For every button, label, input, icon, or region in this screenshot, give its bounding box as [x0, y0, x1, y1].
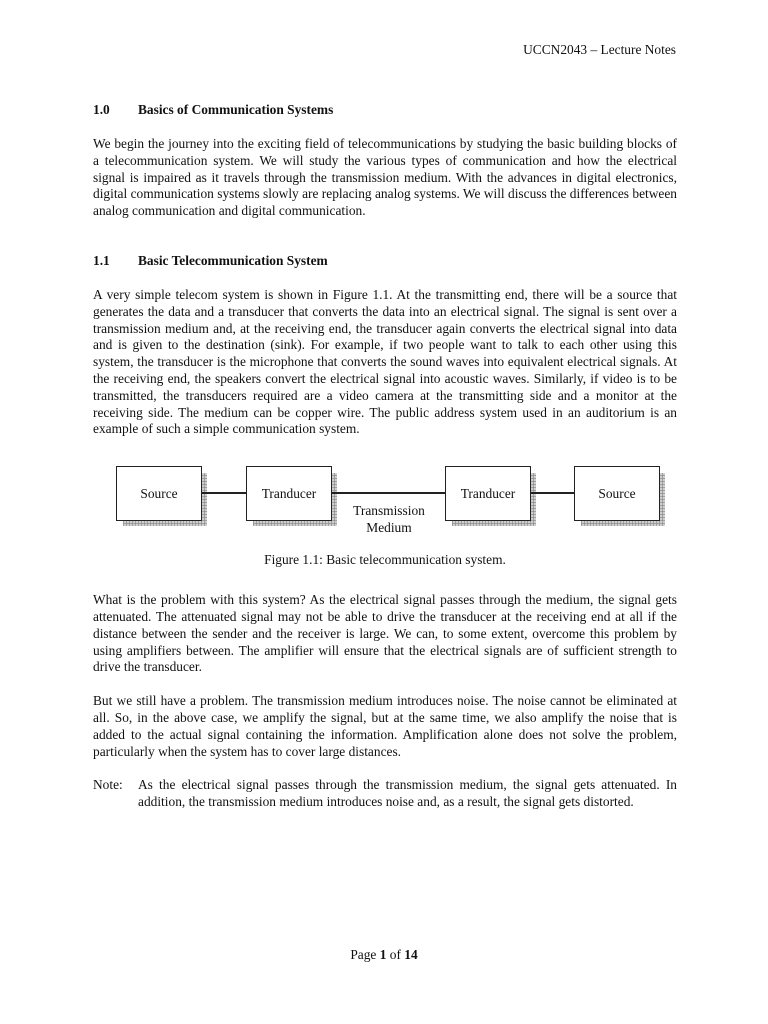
figure-caption: Figure 1.1: Basic telecommunication system.	[264, 552, 506, 568]
page-footer: Page 1 of 14	[350, 947, 418, 962]
total-pages: 14	[404, 947, 418, 962]
note-label: Note:	[93, 777, 123, 793]
section-title: Basic Telecommunication System	[138, 252, 328, 268]
section-heading-1-0	[93, 102, 677, 118]
transmission-medium-line	[332, 492, 446, 494]
section-heading-1-1	[93, 253, 677, 269]
figure-telecom-diagram	[93, 458, 677, 538]
paragraph-intro: We begin the journey into the exciting field of telecommunications by studying the basic building blocks of a telecommunication system. We will study the various types of communication and how the electrical signal is impaired as it travels through the transmission medium. With the advances in digital electronics, digital communication systems slowly are replacing analog systems. We will discuss the differences between analog communication and digital communication.	[93, 136, 677, 219]
page-content	[93, 102, 677, 811]
paragraph-simple-system: A very simple telecom system is shown in Figure 1.1. At the transmitting end, there will be a source that generates the data and a transducer that converts the data into an electrical signal. The signal is sent over a transmission medium and, at the receiving end, the transducer again converts the electrical signal into data and is given to the destination (sink). For example, if two people want to talk to each other using this system, the transducer is the microphone that converts the sound waves into equivalent electrical signals. At the receiving end, the speakers convert the electrical signal into acoustic waves. Similarly, if video is to be transmitted, the transducers required are a video camera at the transmitting side and a monitor at the receiving side. The medium can be copper wire. The public address system used in an auditorium is an example of such a simple communication system.	[93, 286, 677, 437]
diagram-box-transducer-tx: Tranducer	[246, 466, 332, 521]
paragraph-attenuation: What is the problem with this system? As the electrical signal passes through the medium, the signal gets attenuated. The attenuated signal may not be able to drive the transducer at the receiving end at all if the distance between the sender and the receiver is large. We can, to some extent, overcome this problem by using amplifiers between. The amplifier will ensure that the electrical signals are of sufficient strength to drive the transducer.	[93, 592, 677, 675]
running-header: UCCN2043 – Lecture Notes	[523, 42, 676, 57]
connector-line	[202, 492, 247, 494]
current-page: 1	[379, 947, 387, 962]
note-text: As the electrical signal passes through the transmission medium, the signal gets attenuated. In addition, the transmission medium introduces noise and, as a result, the signal gets distorted.	[138, 777, 677, 810]
note-block	[93, 777, 677, 811]
connector-line	[531, 492, 575, 494]
section-number: 1.0	[93, 102, 110, 117]
diagram-box-sink: Source	[574, 466, 660, 521]
diagram-box-transducer-rx: Tranducer	[445, 466, 531, 521]
diagram-box-source: Source	[116, 466, 202, 521]
section-number: 1.1	[93, 252, 110, 268]
paragraph-noise: But we still have a problem. The transmission medium introduces noise. The noise cannot be eliminated at all. So, in the above case, we amplify the signal, but at the same time, we also amplify the noise that is added to the actual signal containing the information. Amplification alone does not solve the problem, particularly when the system has to cover large distances.	[93, 693, 677, 759]
section-title: Basics of Communication Systems	[138, 102, 334, 117]
medium-label: Transmission Medium	[353, 503, 425, 536]
